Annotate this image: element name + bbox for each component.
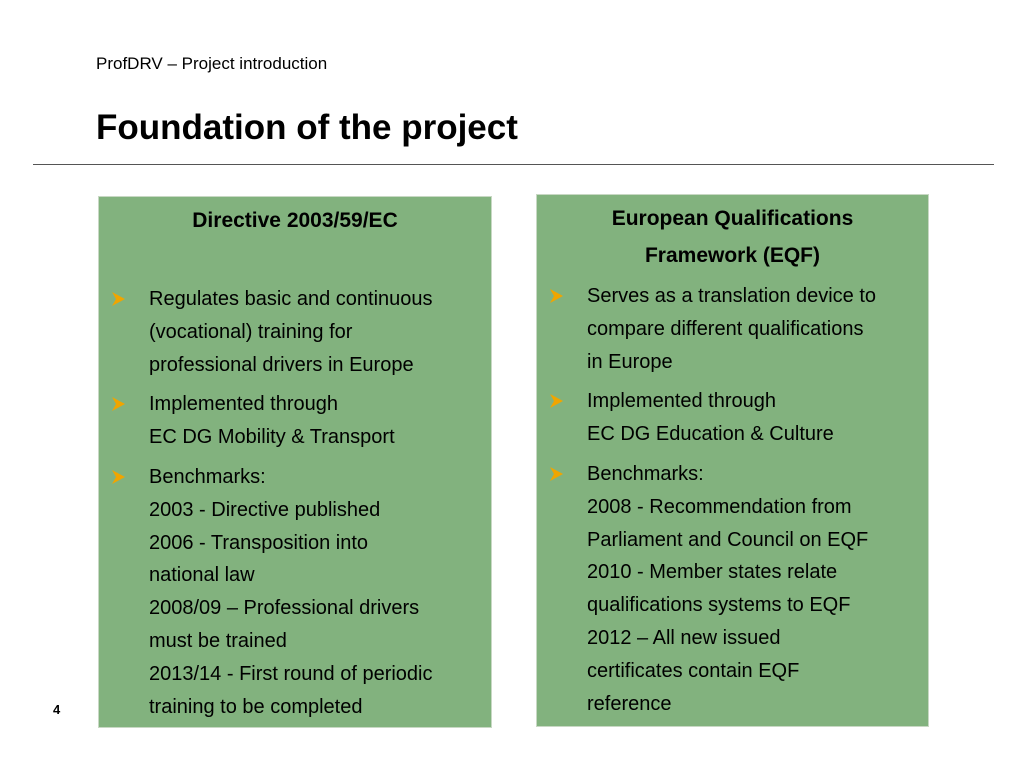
bullet-line: 2003 - Directive published — [149, 498, 381, 521]
bullet-line: Implemented through — [587, 390, 777, 413]
bullet-line: certificates contain EQF — [587, 659, 800, 682]
bullet-line: Implemented through — [149, 393, 339, 416]
bullet-item — [99, 388, 491, 454]
bullet-line: must be trained — [149, 629, 287, 652]
bullet-line: professional drivers in Europe — [149, 353, 414, 376]
bullet-line: 2010 - Member states relate — [587, 561, 838, 584]
slide-subtitle: ProfDRV – Project introduction — [96, 54, 328, 73]
bullet-line: Parliament and Council on EQF — [587, 528, 869, 551]
page-number: 4 — [53, 702, 61, 717]
bullet-line: Benchmarks: — [587, 462, 704, 485]
bullet-line: EC DG Education & Culture — [587, 423, 834, 446]
bullet-line: 2008 - Recommendation from — [587, 495, 852, 518]
eqf-box — [536, 194, 929, 727]
bullet-line: in Europe — [587, 350, 673, 373]
heading-line: European Qualifications — [611, 207, 854, 230]
bullet-line: 2013/14 - First round of periodic — [149, 662, 433, 685]
bullet-line: compare different qualifications — [587, 317, 864, 340]
bullet-line: training to be completed — [149, 695, 363, 718]
bullet-item — [537, 280, 928, 378]
bullet-item — [99, 461, 491, 723]
bullet-line: (vocational) training for — [149, 320, 353, 343]
bullet-line: Benchmarks: — [149, 465, 266, 488]
arrow-bullet-icon — [549, 385, 565, 418]
bullet-line: 2006 - Transposition into — [149, 531, 369, 554]
bullet-line: Serves as a translation device to — [587, 285, 877, 307]
arrow-bullet-icon — [111, 461, 127, 494]
arrow-bullet-icon — [549, 280, 565, 313]
bullet-line: EC DG Mobility & Transport — [149, 426, 395, 449]
directive-box-heading — [99, 202, 491, 239]
directive-box — [98, 196, 492, 728]
bullet-line: national law — [149, 564, 255, 587]
arrow-bullet-icon — [111, 388, 127, 421]
arrow-bullet-icon — [111, 283, 127, 316]
bullet-line: 2012 – All new issued — [587, 626, 781, 649]
slide-title: Foundation of the project — [96, 108, 518, 147]
bullet-line: 2008/09 – Professional drivers — [149, 597, 420, 620]
heading-line: Framework (EQF) — [644, 244, 821, 267]
directive-bullet-list — [99, 283, 491, 730]
bullet-item — [537, 385, 928, 451]
arrow-bullet-icon — [549, 458, 565, 491]
eqf-bullet-list — [537, 280, 928, 727]
bullet-line: reference — [587, 692, 672, 715]
heading-line: Directive 2003/59/EC — [192, 209, 398, 232]
bullet-item — [537, 458, 928, 720]
bullet-item — [99, 283, 491, 381]
title-divider — [33, 164, 994, 165]
bullet-line: Regulates basic and continuous — [149, 288, 433, 310]
eqf-box-heading — [537, 200, 928, 274]
bullet-line: qualifications systems to EQF — [587, 594, 851, 617]
